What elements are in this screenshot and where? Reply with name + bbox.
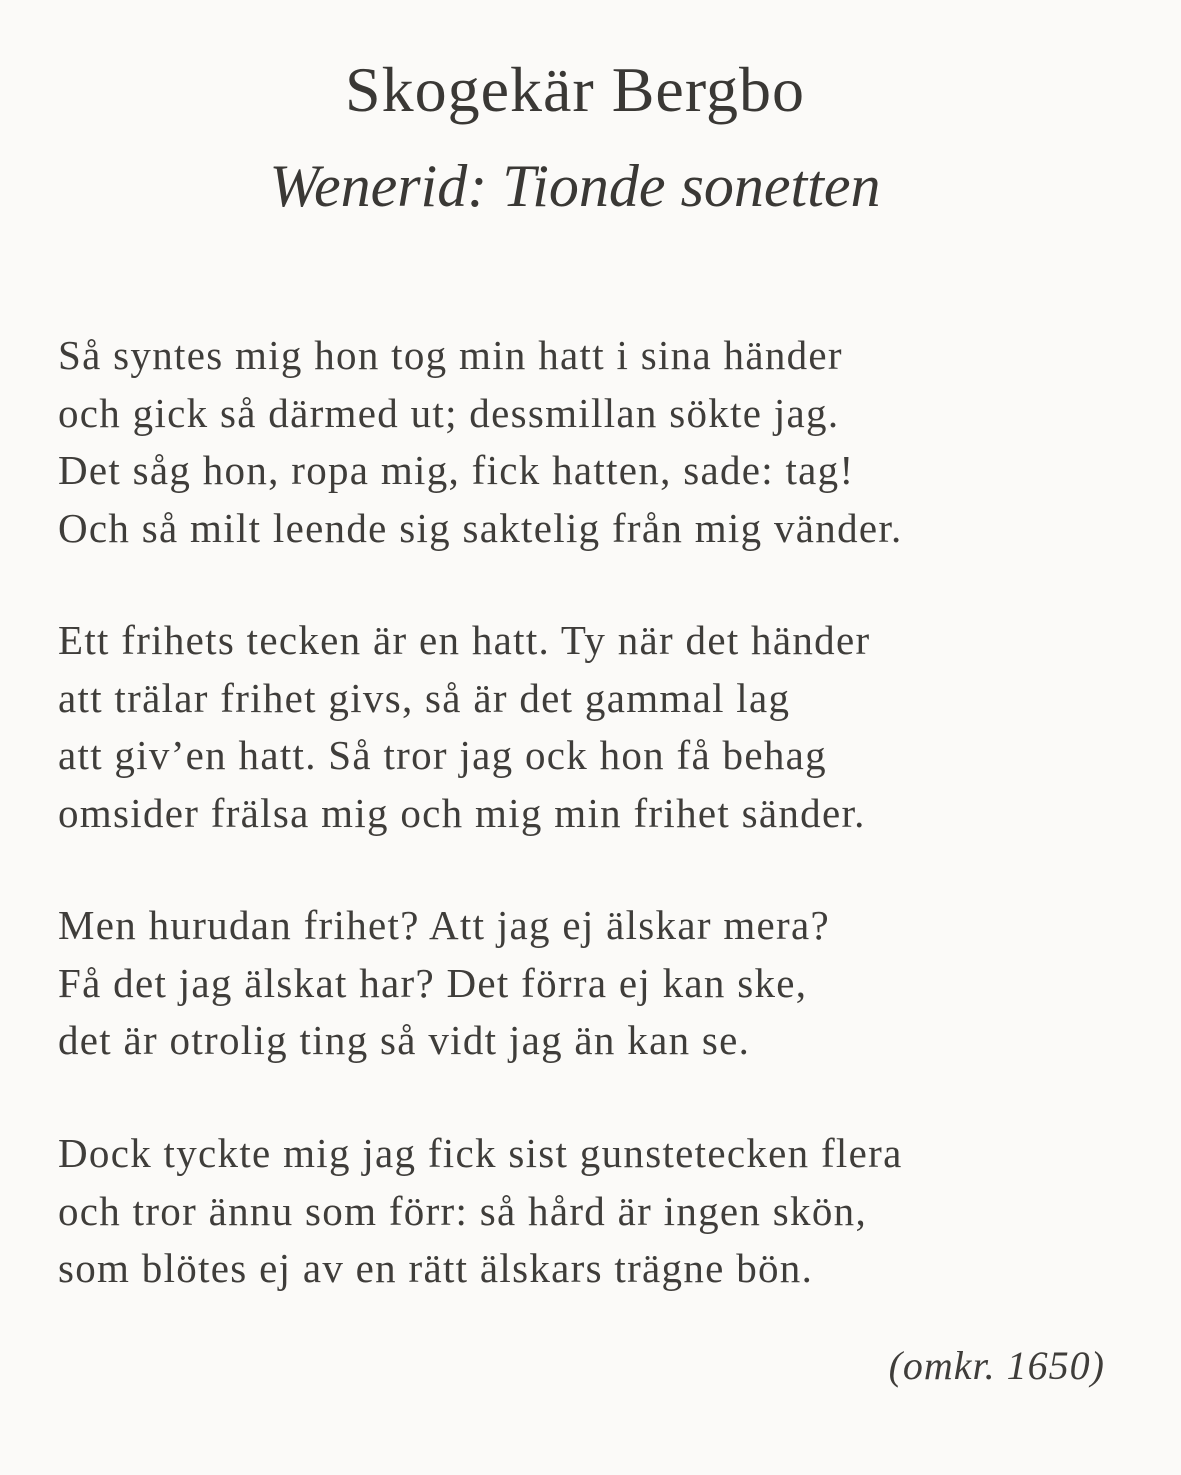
poem-line: Dock tyckte mig jag fick sist gunstetecken flera [58,1130,903,1176]
poem-line: Få det jag älskat har? Det förra ej kan ske, [58,959,808,1006]
poem-line: att trälar frihet givs, så är det gammal lag [58,674,791,721]
stanza-3 [58,897,1158,1070]
poem-line: omsider frälsa mig och mig min frihet sänder. [58,789,866,836]
poem-line: att giv’en hatt. Så tror jag ock hon få behag [58,732,827,778]
poem-line: Men hurudan frihet? Att jag ej älskar mera? [58,902,830,948]
poem-line: det är otrolig ting så vidt jag än kan se. [58,1017,751,1063]
poem-line: Så syntes mig hon tog min hatt i sina händer [58,332,843,378]
poem-line: och gick så därmed ut; dessmillan sökte jag. [58,389,840,436]
stanza-2 [58,612,1158,842]
poem-date: (omkr. 1650) [888,1343,1105,1388]
poem-title: Wenerid: Tionde sonetten [269,153,881,219]
stanza-4 [58,1125,1158,1298]
poem-line: Ett frihets tecken är en hatt. Ty när det händer [58,617,871,663]
poem-line: Det såg hon, ropa mig, fick hatten, sade: tag! [58,447,855,493]
stanza-1 [58,327,1158,557]
poem-line: Och så milt leende sig saktelig från mig vänder. [58,504,903,551]
poem-line: som blötes ej av en rätt älskars trägne bön. [58,1245,814,1291]
author-name: Skogekär Bergbo [345,54,805,125]
poem-line: och tror ännu som förr: så hård är ingen skön, [58,1187,867,1234]
